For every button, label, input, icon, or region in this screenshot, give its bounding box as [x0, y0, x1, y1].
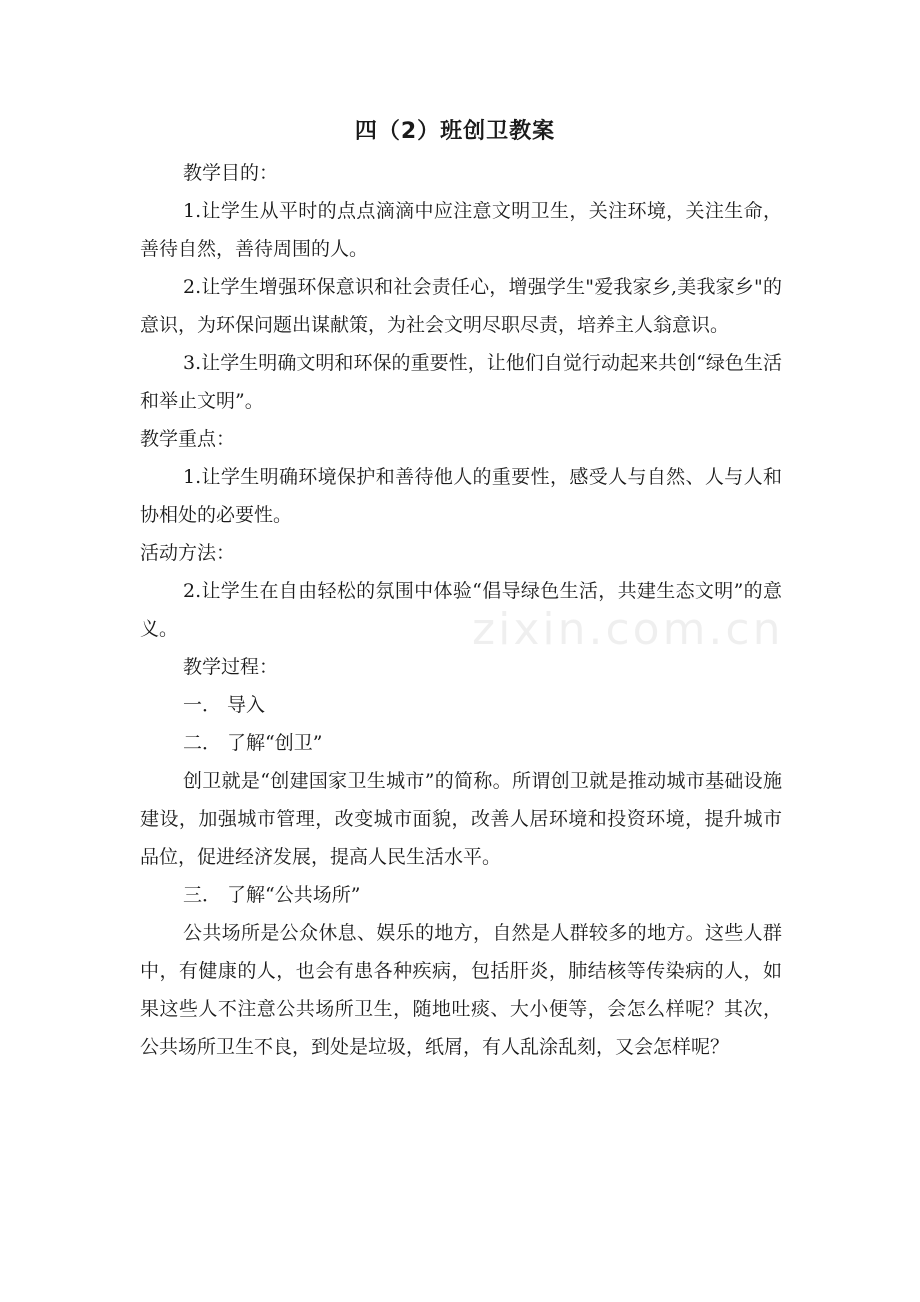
document-title: 四（2）班创卫教案 — [354, 119, 556, 144]
objective-item-1: 1.让学生从平时的点点滴滴中应注意文明卫生，关注环境，关注生命，善待自然，善待周围的人。 — [140, 200, 782, 260]
section-heading-key-points: 教学重点： — [140, 428, 236, 450]
objective-item-2: 2.让学生增强环保意识和社会责任心，增强学生"爱我家乡,美我家乡"的意识，为环保问题出谋献策，为社会文明尽职尽责，培养主人翁意识。 — [140, 276, 782, 336]
process-step-3: 三． 了解“公共场所” — [183, 884, 361, 906]
key-point-item-1: 1.让学生明确环境保护和善待他人的重要性，感受人与自然、人与人和协相处的必要性。 — [140, 466, 782, 526]
process-step-2: 二． 了解“创卫” — [183, 732, 323, 754]
objective-item-3: 3.让学生明确文明和环保的重要性，让他们自觉行动起来共创“绿色生活和举止文明”。 — [140, 352, 782, 412]
process-step-1: 一． 导入 — [183, 694, 266, 716]
paragraph-chuangwei: 创卫就是“创建国家卫生城市”的简称。所谓创卫就是推动城市基础设施建设，加强城市管理，改变城市面貌，改善人居环境和投资环境，提升城市品位，促进经济发展，提高人民生活水平。 — [140, 770, 782, 868]
section-heading-methods: 活动方法： — [140, 542, 236, 564]
method-item-2: 2.让学生在自由轻松的氛围中体验“倡导绿色生活，共建生态文明”的意义。 — [140, 580, 782, 640]
section-heading-process: 教学过程： — [183, 656, 279, 678]
section-heading-objectives: 教学目的： — [183, 162, 279, 184]
paragraph-public-places: 公共场所是公众休息、娱乐的地方，自然是人群较多的地方。这些人群中，有健康的人，也会有患各种疾病，包括肝炎，肺结核等传染病的人，如果这些人不注意公共场所卫生，随地吐痰、大小便等，会怎么样呢？其次，公共场所卫生不良，到处是垃圾，纸屑，有人乱涂乱刻，又会怎样呢？ — [140, 922, 782, 1058]
watermark: zixin.com.cn — [472, 604, 784, 655]
